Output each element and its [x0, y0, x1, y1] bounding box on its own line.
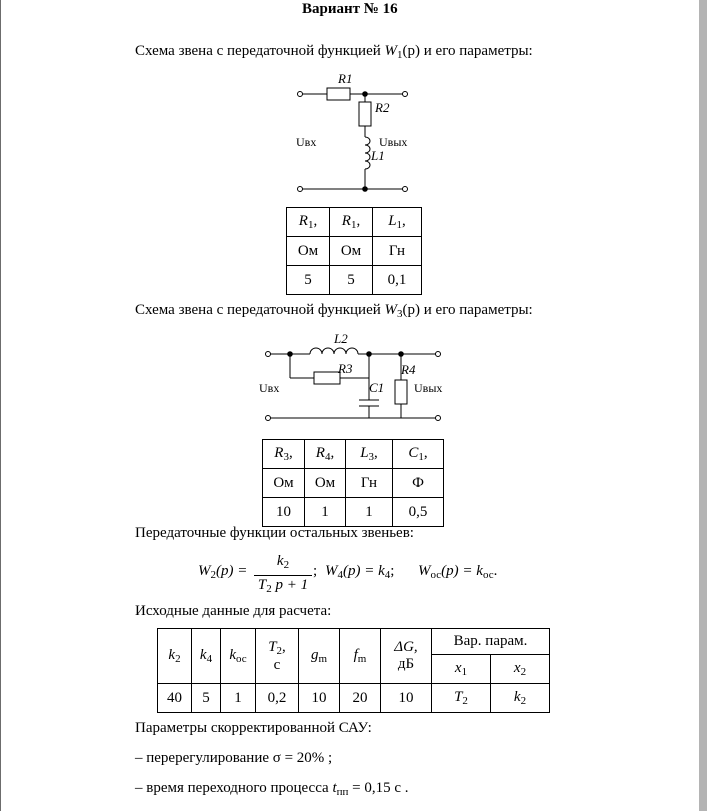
requirement-settling-time: – время переходного процесса $t_{пп} = 0,15$ с .	[135, 780, 409, 798]
t2-header-r3: $R_3$,	[263, 440, 305, 469]
params-table-2	[262, 439, 444, 527]
label-r1: R1	[338, 71, 353, 86]
t1-value-1: 5	[287, 266, 330, 295]
t3-value-fm: 20	[340, 684, 381, 713]
label-c1: C1	[369, 380, 385, 395]
t2-value-1: 10	[263, 498, 305, 527]
t3-header-x1: $x_1$	[432, 655, 491, 684]
terminal-in-top	[266, 352, 271, 357]
t2-unit-3: Гн	[346, 469, 393, 498]
t3-header-var-params: Вар. парам.	[432, 629, 550, 655]
source-data-table	[157, 628, 550, 713]
t3-value-x1: $T_2$	[432, 684, 491, 713]
section1-caption: Схема звена с передаточной функцией $W_1(p)$ и его параметры:	[135, 43, 533, 61]
t2-unit-4: Ф	[393, 469, 444, 498]
page-right-edge	[699, 0, 707, 811]
t2-header-r4: $R_4$,	[305, 440, 346, 469]
page-left-edge	[0, 0, 1, 811]
formula-w2-numerator: $k_2$	[276, 553, 290, 571]
t1-header-l1: $L_1$,	[373, 208, 422, 237]
label-r4: R4	[401, 362, 416, 377]
label-l1: L1	[371, 148, 385, 163]
t2-header-c1: $C_1$,	[393, 440, 444, 469]
inductor-l2	[310, 348, 358, 354]
label-uout: Uвых	[379, 135, 408, 149]
section5-heading: Параметры скорректированной САУ:	[135, 720, 372, 736]
inductor-l1	[365, 137, 370, 169]
label-r3: R3	[338, 361, 353, 376]
t2-value-2: 1	[305, 498, 346, 527]
terminal-out-top	[436, 352, 441, 357]
terminal-out-bottom	[436, 416, 441, 421]
t1-unit-1: Ом	[287, 237, 330, 266]
formula-w4: $W_4(p) = k_4$;	[325, 563, 395, 581]
t3-value-k4: 5	[192, 684, 221, 713]
t3-value-koc: 1	[221, 684, 256, 713]
section3-heading: Передаточные функции остальных звеньев:	[135, 525, 414, 541]
t2-value-3: 1	[346, 498, 393, 527]
t1-header-r1b: $R_1$,	[330, 208, 373, 237]
formula-w2-tail: ;	[313, 563, 318, 579]
params-table-1	[286, 207, 422, 295]
section4-heading: Исходные данные для расчета:	[135, 603, 332, 619]
t3-value-t2: 0,2	[256, 684, 299, 713]
t3-header-x2: $x_2$	[491, 655, 550, 684]
formula-w2-denominator: $T_2$ p + 1	[254, 575, 312, 598]
t3-header-fm: $f_m$	[340, 629, 381, 684]
t2-value-4: 0,5	[393, 498, 444, 527]
page-title: Вариант № 16	[302, 1, 398, 17]
t1-unit-3: Гн	[373, 237, 422, 266]
t2-unit-1: Ом	[263, 469, 305, 498]
terminal-in-top	[298, 92, 303, 97]
section2-caption: Схема звена с передаточной функцией $W_3(p)$ и его параметры:	[135, 302, 533, 320]
resistor-r2	[359, 102, 371, 126]
t2-header-l3: $L_3$,	[346, 440, 393, 469]
requirement-overshoot: – перерегулирование σ = 20% ;	[135, 750, 333, 766]
t1-unit-2: Ом	[330, 237, 373, 266]
terminal-in-bottom	[266, 416, 271, 421]
t3-value-k2: 40	[158, 684, 192, 713]
label-uin: Uвх	[296, 135, 317, 149]
terminal-out-bottom	[403, 187, 408, 192]
t2-unit-2: Ом	[305, 469, 346, 498]
t3-header-dg: ΔG, дБ	[381, 629, 432, 684]
label-l2: L2	[334, 331, 348, 346]
t1-value-2: 5	[330, 266, 373, 295]
circuit-diagram-2	[255, 330, 455, 430]
t3-header-k2: $k_2$	[158, 629, 192, 684]
label-uout: Uвых	[414, 381, 443, 395]
terminal-in-bottom	[298, 187, 303, 192]
formula-w2-fraction	[254, 553, 312, 598]
t3-value-gm: 10	[299, 684, 340, 713]
resistor-r4	[395, 380, 407, 404]
label-uin: Uвх	[259, 381, 280, 395]
circuit-diagram-1	[285, 70, 425, 195]
t1-value-3: 0,1	[373, 266, 422, 295]
t3-header-gm: $g_m$	[299, 629, 340, 684]
label-r2: R2	[375, 100, 390, 115]
t1-header-r1: $R_1$,	[287, 208, 330, 237]
resistor-r1	[327, 88, 350, 100]
t3-header-koc: $k_{ос}$	[221, 629, 256, 684]
resistor-r3	[314, 372, 340, 384]
t3-value-x2: $k_2$	[491, 684, 550, 713]
t3-header-t2: $T_2$, с	[256, 629, 299, 684]
terminal-out-top	[403, 92, 408, 97]
formula-w2-lhs: $W_2(p)$ =	[198, 563, 248, 581]
t3-header-k4: $k_4$	[192, 629, 221, 684]
t3-value-dg: 10	[381, 684, 432, 713]
formula-woc: $W_{ос}(p) = k_{ос}$.	[418, 563, 498, 581]
